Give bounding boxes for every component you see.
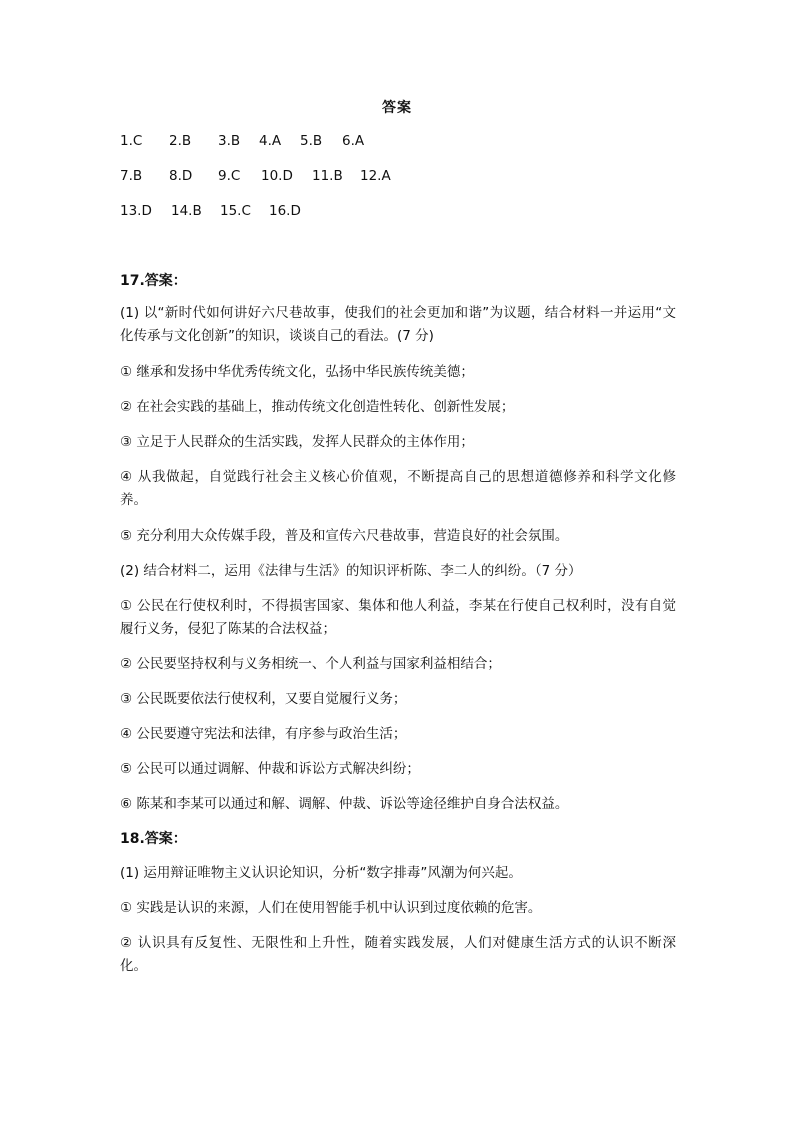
q17-part2-point: ③ 公民既要依法行使权利，又要自觉履行义务； — [120, 691, 407, 707]
mc-answer: 14.B — [171, 203, 202, 219]
mc-answer: 16.D — [269, 203, 301, 219]
mc-answer: 7.B — [120, 168, 143, 184]
q17-heading: 17.答案： — [120, 273, 187, 289]
q17-part2-prompt: (2) 结合材料二，运用《法律与生活》的知识评析陈、李二人的纠纷。（7 分） — [120, 563, 582, 579]
q17-part2-point: ② 公民要坚持权利与义务相统一、个人利益与国家利益相结合； — [120, 656, 501, 672]
q17-part1-point: ④ 从我做起，自觉践行社会主义核心价值观，不断提高自己的思想道德修养和科学文化修养。 — [120, 469, 676, 508]
mc-answer: 3.B — [218, 133, 241, 149]
mc-answer: 1.C — [120, 133, 143, 149]
page-title: 答案 — [382, 100, 412, 116]
q17-part2-point: ⑥ 陈某和李某可以通过和解、调解、仲裁、诉讼等途径维护自身合法权益。 — [120, 796, 569, 812]
q17-part1-point: ③ 立足于人民群众的生活实践，发挥人民群众的主体作用； — [120, 434, 474, 450]
mc-answer: 13.D — [120, 203, 152, 219]
mc-answer: 15.C — [220, 203, 251, 219]
q17-part1-point: ⑤ 充分利用大众传媒手段，普及和宣传六尺巷故事，营造良好的社会氛围。 — [120, 528, 569, 544]
mc-answer: 2.B — [169, 133, 192, 149]
mc-answer: 10.D — [261, 168, 293, 184]
mc-answer: 8.D — [169, 168, 193, 184]
q17-part2-point: ① 公民在行使权利时，不得损害国家、集体和他人利益，李某在行使自己权利时，没有自觉履行义务，侵犯了陈某的合法权益； — [120, 598, 676, 637]
q17-part1-prompt: (1) 以“新时代如何讲好六尺巷故事，使我们的社会更加和谐”为议题，结合材料一并运用“文化传承与文化创新”的知识，谈谈自己的看法。(7 分) — [120, 305, 676, 344]
mc-answer: 5.B — [300, 133, 323, 149]
q17-part1-point: ① 继承和发扬中华优秀传统文化，弘扬中华民族传统美德； — [120, 364, 474, 380]
q17-part2-point: ⑤ 公民可以通过调解、仲裁和诉讼方式解决纠纷； — [120, 761, 420, 777]
mc-answer: 9.C — [218, 168, 241, 184]
mc-answer: 6.A — [342, 133, 365, 149]
mc-answer: 11.B — [312, 168, 343, 184]
q18-part1-point: ① 实践是认识的来源，人们在使用智能手机中认识到过度依赖的危害。 — [120, 900, 542, 916]
q17-part1-point: ② 在社会实践的基础上，推动传统文化创造性转化、创新性发展； — [120, 399, 515, 415]
q17-part2-point: ④ 公民要遵守宪法和法律，有序参与政治生活； — [120, 726, 407, 742]
mc-answer: 12.A — [360, 168, 391, 184]
q18-part1-prompt: (1) 运用辩证唯物主义认识论知识，分析“数字排毒”风潮为何兴起。 — [120, 865, 522, 881]
mc-answer: 4.A — [259, 133, 282, 149]
q18-part1-point: ② 认识具有反复性、无限性和上升性，随着实践发展，人们对健康生活方式的认识不断深化。 — [120, 935, 676, 974]
q18-heading: 18.答案： — [120, 831, 187, 847]
